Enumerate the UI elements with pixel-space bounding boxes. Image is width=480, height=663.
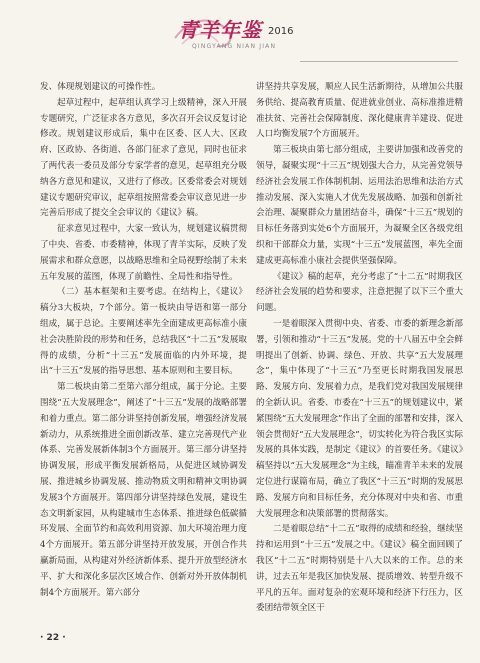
paragraph: 第二板块由第二至第六部分组成，属于分论。主要围绕“五大发展理念”，阐述了“十三五”发展的战略部署和着力重点。第二部分讲坚持创新发展，增强经济发展新动力，从系统推进全面创新改革、建立完善现代产业体系、完善发展新体制3个方面展开。第三部分讲坚持协调发展，形成平衡发展新格局，从促进区域协调发展、推进城乡协调发展、推动物质文明和精神文明协调发展3个方面展开。第四部分讲坚持绿色发展，建设生态文明新家园，从构建城市生态体系、推进绿色低碳循环发展、全面节约和高效利用资源、加大环境治理力度4个方面展开。第五部分讲坚持开放发展，开创合作共赢新局面，从构建对外经济新体系、提升开放型经济水平、扩大和深化多层次区域合作、创新对外开放体制机制4个方面展开。第六部分 bbox=[40, 382, 247, 598]
left-text-column bbox=[40, 80, 247, 601]
paragraph: 发、体现规划建议的可操作性。 bbox=[40, 82, 161, 92]
yearbook-title: 青羊年鉴 bbox=[178, 18, 262, 42]
paragraph: 征求意见过程中，大家一致认为，规划建议稿贯彻了中央、省委、市委精神，体现了青羊实际，反映了发展需求和群众意愿，以战略思维和全局视野绘制了未来五年发展的蓝图，体现了前瞻性、全局性和指导性。 bbox=[40, 224, 247, 282]
paragraph: 二是着眼总结“十二五”取得的成绩和经验，继续坚持和运用到“十三五”发展之中。《建议》稿全面回顾了我区“十二五”时期特别是十八大以来的工作。总的来讲，过去五年是我区加快发展、提质增效、转型升级不平凡的五年。面对复杂的宏观环境和经济下行压力，区委团结带领全区干 bbox=[256, 524, 463, 614]
paragraph: 第三板块由第七部分组成，主要讲加强和改善党的领导，凝聚实现“十三五”规划强大合力，从完善党领导经济社会发展工作体制机制、运用法治思维和法治方式推动发展、深入实施人才优先发展战略、加强和创新社会治理、凝聚群众力量团结奋斗，确保“十三五”规划的目标任务落到实处6个方面展开，为凝聚全区各级党组织和干部群众力量，实现“十三五”发展蓝图，率先全面建成更高标准小康社会提供坚强保障。 bbox=[256, 145, 463, 266]
right-text-column bbox=[256, 80, 463, 617]
header-divider bbox=[300, 61, 458, 62]
paragraph: 《建议》稿的起草，充分考虑了“十二五”时期我区经济社会发展的趋势和要求，注意把握了以下三个重大问题。 bbox=[256, 271, 463, 314]
paragraph: 讲坚持共享发展，顺应人民生活新期待，从增加公共服务供给、提高教育质量、促进就业创业、高标准推进精准扶贫、完善社会保障制度、深化健康青羊建设、促进人口均衡发展7个方面展开。 bbox=[256, 82, 463, 140]
yearbook-year: 2016 bbox=[268, 26, 294, 37]
paragraph: 一是着眼深入贯彻中央、省委、市委的新理念新部署，引领和推动“十三五”发展。党的十八届五中全会鲜明提出了创新、协调、绿色、开放、共享“五大发展理念”，集中体现了“十三五”乃至更长时期我国发展思路、发展方向、发展着力点，是我们党对我国发展规律的全新认识。省委、市委在“十三五”的规划建议中，紧紧围绕“五大发展理念”作出了全面的部署和安排，深入领会贯彻好“五大发展理念”，切实转化为符合我区实际发展的具体实践，是制定《建议》的首要任务。《建议》稿坚持以“五大发展理念”为主线，瞄准青羊未来的发展定位进行谋篇布局，确立了我区“十三五”时期的发展思路、发展方向和目标任务，充分体现对中央和省、市重大发展理念和决策部署的贯彻落实。 bbox=[256, 318, 463, 519]
paragraph: 起草过程中，起草组认真学习上级精神，深入开展专题研究，广泛征求各方意见，多次召开会议反复讨论修改。规划建议形成后，集中在区委、区人大、区政府、区政协、各街道、各部门征求了意见，同时也征求了两代表一委员及部分专家学者的意见，起草组充分吸纳各方意见和建议，又进行了修改。区委常委会对规划建议专题研究审议，起草组按照常委会审议意见进一步完善后形成了提交全会审议的《建议》稿。 bbox=[40, 97, 247, 219]
paragraph: （二）基本框架和主要考虑。在结构上，《建议》稿分3大板块，7个部分。第一板块由导语和第一部分组成，属于总论。主要阐述率先全面建成更高标准小康社会决胜阶段的形势和任务，总结我区“十二五”发展取得的成绩，分析“十三五”发展面临的内外环境，提出“十三五”发展的指导思想、基本原则和主要目标。 bbox=[40, 287, 247, 377]
page-header bbox=[0, 0, 480, 78]
yearbook-pinyin: QINGYANG NIAN JIAN bbox=[192, 43, 277, 50]
page-number: · 22 · bbox=[40, 633, 66, 643]
